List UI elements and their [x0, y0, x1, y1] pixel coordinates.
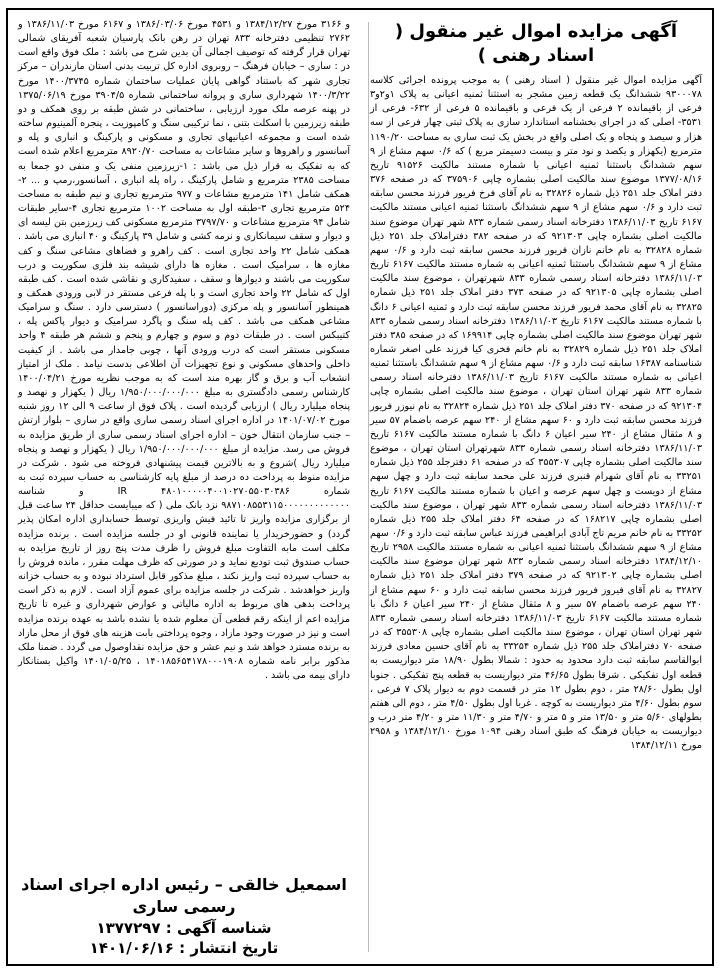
notice-frame — [6, 8, 714, 966]
left-column — [18, 18, 350, 886]
right-column-text: آگهی مزایده اموال غیر منقول ( اسناد رهنی ) به موجب پرونده اجرائی کلاسه ۹۳۰۰۰۷۸ ششدانگ یک قطعه زمین مشجر به استثنا ثمنیه اعیانی به پلاک ۱و۲و۳ فرعی از باقیمانده ۲ فرعی از یک فرعی و باقیمانده ۵ فرعی از ۶۳۲- فرعی از ۳۵۳۱- اصلی که در اجرای بخشنامه استاندارد سازی به پلاک ثبتی چهار فرعی از سه هزار و سیصد و پنجاه و یک اصلی واقع در بخش یک ثبت ساری به مساحت ۱۱۹۰/۲۰ مترمربع (یکهزار و یکصد و نود متر و بیست دسیمتر مربع ) که ۰/۶ سهم مشاع از ۹ سهم ششدانگ باستثنا ثمنیه اعیانی با شماره مستند مالکیت ۹۱۵۲۶ تاریخ ۱۳۷۷/۰۸/۱۶ موضوع سند مالکیت اصلی بشماره چاپی ۳۷۵۹۰۶ که در صفحه ۳۷۶ دفتر املاک جلد ۲۵۱ ذیل شماره ۳۲۸۲۶ به نام آقای فرخ فریور فرزند محسن سابقه ثبت دارد و ۰/۶ سهم مشاع از ۹ سهم ششدانگ باستثنا ثمنیه اعیانی مستند مالکیت ۶۱۶۷ تاریخ ۱۳۸۶/۱۱/۰۳ دفترخانه اسناد رسمی شماره ۸۳۳ شهر تهران موضوع سند مالکیت اصلی بشماره چاپی ۹۲۱۳۰۳ که در صفحه ۳۸۲ دفتراملاک جلد ۲۵۱ ذیل شماره ۳۲۸۲۸ به نام خانم نازان فریور فرزند محسن سابقه ثبت دارد و ۰/۶ سهم مشاع از ۹ سهم ششدانگ باستثنا ثمنیه اعیانی به شماره مستند مالکیت ۶۱۶۷ تاریخ ۱۳۸۶/۱۱/۰۳ دفترخانه اسناد رسمی شماره ۸۳۳ شهرتهران ، موضوع سند مالکیت اصلی بشماره چاپی ۹۲۱۳۰۵ که در صفحه ۳۷۳ دفتر املاک جلد ۲۵۱ ذیل شماره ۳۲۸۲۵ به نام آقای محمد فریور فرزند محسن سابقه ثبت دارد و ثمنیه اعیانی ۶ دانگ با شماره مستند مالکیت ۶۱۶۷ تاریخ ۱۳۸۶/۱۱/۰۳ دفترخانه اسناد رسمی شماره ۸۳۳ شهر تهران موضوع سند مالکیت اصلی بشماره چاپی ۱۶۹۹۱۴ که در صفحه ۳۸۵ دفتر املاک جلد ۲۵۱ ذیل شماره ۳۲۸۲۹ به نام خانم فخری کیا فرزند علی اصغر شماره شناسنامه ۱۶۳۸۷ سابقه ثبت دارد و ۰/۶ سهم مشاع از ۹ سهم ششدانگ باستثنا ثمنیه اعیانی به شماره مستند مالکیت ۶۱۶۷ تاریخ ۱۳۸۶/۱۱/۰۳ دفترخانه اسناد رسمی شماره ۸۳۳ شهر تهران استان تهران ، موضوع سند مالکیت اصلی بشماره چاپی ۹۲۱۳۰۴ که در صفحه ۳۷۰ دفتر املاک جلد ۲۵۱ ذیل شماره ۳۲۸۲۴ به نام نیوزر فریور فرزند محسن سابقه ثبت دارد و ۶۰ سهم مشاع از ۲۴۰ سهم عرصه باضمام ۵۷ سیر و ۸ مثقال مشاع از ۲۴۰ سیر اعیان ۶ دانگ با شماره مستند مالکیت ۶۱۶۷ تاریخ ۱۳۸۶/۱۱/۰۳ دفترخانه اسناد رسمی شماره ۸۳۳ شهرتهران استان تهران ، موضوع سند مالکیت اصلی بشماره چاپی ۳۵۵۳۰۷ که در صفحه ۶۱ دفترجلد ۲۵۵ ذیل شماره ۳۳۲۵۱ به نام آقای شهرام قنبری فرزند علی محمد سابقه ثبت دارد و چهل سهم مشاع از دویست و چهل سهم عرصه و اعیان با شماره مستند مالکیت ۶۱۶۷ تاریخ ۱۳۸۶/۱۱/۰۳ دفترخانه اسناد رسمی شماره ۸۳۳ شهر تهران ، موضوع سند مالکیت اصلی بشماره چاپی ۱۶۸۲۱۷ که در صفحه ۶۴ دفتر املاک جلد ۲۵۵ ذیل شماره ۳۳۲۵۲ به نام خانم مریم تاج آبادی ابراهیمی فرزند عباس سابقه ثبت دارد و ۰/۶ سهم مشاع از ۹ سهم ششدانگ باستثنا ثمنیه اعیانی به شماره مستند مالکیت ۲۹۵۸ تاریخ ۱۳۸۴/۱۲/۱۰ دفترخانه اسناد رسمی شماره ۸۳۳ شهر تهران موضوع سند مالکیت اصلی بشماره چاپی ۹۲۱۳۰۲ که در صفحه ۳۷۹ دفتر املاک جلد ۲۵۱ ذیل شماره ۳۲۸۲۷ به نام آقای فیروز فریور فرزند محسن سابقه ثبت دارد و ۶۰ سهم مشاع از ۲۴۰ سهم عرصه باضمام ۵۷ سیر و ۸ مثقال مشاع از ۲۴۰ سیر اعیان ۶ دانگ با شماره مستند مالکیت ۶۱۶۷ تاریخ ۱۳۸۶/۱۱/۰۳ دفترخانه اسناد رسمی شماره ۸۳۳ شهر تهران استان تهران ، موضوع سند مالکیت اصلی بشماره چاپی ۳۵۵۳۰۸ که در صفحه ۷۰ دفتراملاک جلد ۲۵۵ ذیل شماره ۳۳۲۵۴ به نام آقای حسین معادی فرزند ابوالقاسم سابقه ثبت دارد محدود به حدود : شمالا بطول ۱۸/۹۰ متر دیواریست به قطعه اول تفکیکی . شرقا بطول ۴۶/۶۵ متر دیواریست به قطعه پنج تفکیکی . جنوبا اول بطول ۲۸/۶۰ متر ، دوم بطول ۱۲ متر در قسمت دوم به دیوار پلاک ۷ فرعی ، سوم بطول ۴/۶۰ متر دیواریست به کوچه . غربا اول بطول ۴/۵۰ متر ، دوم الی هفتم بطولهای ۵/۶۰ متر و ۱۳/۵۰ متر و ۵ متر و ۴/۷۰ متر و ۱۱/۳۰ متر و ۴/۲۰ متر درب و دیواریست به خیابان فرهنگ که طبق اسناد رهنی ۱۰۹۴ مورخ ۱۳۸۴/۱۲/۱۰ و ۲۹۵۸ مورخ ۱۳۸۴/۱۲/۱۱ — [370, 75, 703, 752]
ad-id: شناسه آگهی : ۱۳۷۷۲۹۷ — [96, 919, 272, 937]
notice-footer — [16, 874, 352, 958]
signature: اسمعیل خالقی – رئیس اداره اجرای اسناد رسمی ساری — [21, 875, 347, 916]
publish-date: تاریخ انتشار : ۱۴۰۱/۰۶/۱۶ — [89, 939, 279, 957]
notice-title: آگهی مزایده اموال غیر منقول ( اسناد رهنی ) — [394, 21, 678, 66]
left-column-text: و ۳۱۶۶ مورخ ۱۳۸۴/۱۲/۲۷ و ۴۵۳۱ مورخ ۱۳۸۶/۰۳/۰۶ و ۶۱۶۷ مورخ ۱۳۸۶/۱۱/۰۳ و ۲۷۶۲ تنظیمی دفترخانه ۸۳۳ تهران در رهن بانک پارسیان شعبه آفریقای شمالی تهران قرار گرفته که توصیف اجمالی آن بدین شرح می باشد : ملک فوق واقع است در : ساری – خیابان فرهنگ – روبروی اداره کل تربیت بدنی استان مازندران – مرکز تجاری شهر که باستناد گواهی پایان عملیات ساختمان شماره ۱۴۰۰/۳۷۴۵ مورخ ۱۴۰۰/۳/۲۲ شهرداری ساری و پروانه ساختمانی شماره ۳۹۰۴/۵ مورخ ۱۳۷۵/۰۶/۱۹ در پهنه عرصه ملک مورد ارزیابی ، ساختمانی در شش طبقه بر روی همکف و دو طبقه زیرزمین با اسکلت بتنی ، نما ترکیبی سنگ و کامپوزیت ، پنجره آلمینیوم ساخته شده است و مجموعه اعیانیهای تجاری و مسکونی و پارکینگ و انباری و پله و آسانسور و راهروها و سایر مشاعات به مساحت ۸۹۲۰/۷۰ مترمربع اعلام شده است که به تفکیک به قرار ذیل می باشد : ۱-زیرزمین منفی یک و منفی دو جمعا به مساحت ۲۳۸۵ مترمربع و شامل پارکینگ ، راه پله انباری ، آسانسور،رمپ و ... ۲-همکف شامل ۱۴۱ مترمربع مشاعات و ۹۷۷ مترمربع تجاری و نیم طبقه به مساحت ۵۲۴ مترمربع تجاری ۳-طبقه اول به مساحت ۱۰۰۲ مترمربع تجاری ۴-سایر طبقات شامل ۹۴ مترمربع مشاعات و ۳۷۹۷/۷۰ مترمربع مسکونی کف زیرزمین بتن لیسه ای و دیوار و سقف سیمانکاری و نرمه کشی و شامل ۳۹ پارکینگ و ۴۰ انباری می باشد . همکف شامل ۲۲ واحد تجاری است . کف راهرو و فضاهای مشاعی سنگ و کف مغازه ها ، سرامیک است . مغازه ها دارای شیشه بند فلزی سکوریت و درب سکوریت می باشند و دیوارها و سقف ، سفیدکاری و نقاشی شده است . کف طبقه اول که شامل ۲۲ واحد تجاری است و با پله فرعی مستقر در لابی ورودی همکف و همینطور آسانسور و پله مرکزی (دوراسانسور ) دسترسی دارد . سنگ و سرامیک مشاعی همکف می باشد . کف پله سنگ و پاگرد سرامیک و دیوار پاکس پله ، کتیبکس است . در طبقات دوم و سوم و چهارم و پنجم و ششم هر طبقه ۴ واحد مسکونی مستقر است که درب ورودی آنها ، چوبی جامدار می باشد . از کیفیت داخلی واحدهای مسکونی و نوع تجهیزات آن اطلاعی بدست نیامد . ملک از امتیاز انشعاب آب و برق و گاز بهره مند است که به موجب نظریه مورخ ۱۴۰۰/۰۴/۲۱ کارشناس رسمی دادگستری به مبلغ ۱/۹۵۰/۰۰۰/۰۰۰/۰۰۰ ریال ( یکهزار و نهصد و پنجاه میلیارد ریال ) ارزیابی گردیده است . پلاک فوق از ساعت ۹ الی ۱۲ روز شنبه مورخ ۱۴۰۱/۰۷/۰۲ در اداره اجرای اسناد رسمی ساری واقع در ساری – بلوار ارتش – جنب سازمان انتقال خون – اداره اجرای اسناد رسمی ساری از طریق مزایده به فروش می رسد. مزایده از مبلغ ۱/۹۵۰/۰۰۰/۰۰۰/۰۰۰ ریال ( یکهزار و نهصد و پنجاه میلیارد ریال )شروع و به بالاترین قیمت پیشنهادی فروخته می شود . شرکت در مزایده منوط به پرداخت ده درصد از مبلغ پایه کارشناسی به حساب سپرده ثبت به شماره IR ۴۸۰۱۰۰۰۰۰۴۰۰۱۰۲۷۰۵۵۰۳۰۳۸۶ و شناسه ۹۸۷۱۰۸۵۵۳۱۱۵۰۰۰۰۰۰۰۰۰۰۰۰۰ نزد بانک ملی ( که میبایست حداقل ۲۴ ساعت قبل از برگزاری مزایده واریز تا تائید فیش واریزی توسط حسابداری اداره امکان پذیر گردد) و حضورخریدار یا نماینده قانونی او در جلسه مزایده است . برنده مزایده مکلف است مابه التفاوت مبلغ فروش را ظرف مدت پنج روز از تاریخ مزایده به حساب صندوق ثبت تودیع نماید و در صورتی که ظرف مهلت مقرر ، مانده فروش را به حساب سپرده ثبت واریز نکند ، مبلغ مذکور قابل استرداد نبوده و به حساب خزانه واریز خواهدشد . شرکت در جلسه مزایده برای عموم آزاد است . لازم به ذکر است پرداخت بدهی های مربوط به اداره مالیاتی و عوارض شهرداری و غیره تا تاریخ مزایده اعم از اینکه رقم قطعی آن معلوم شده یا نشده باشد به عهده برنده مزایده است و نیز در صورت وجود مازاد ، وجوه پرداختی بابت هزینه های فوق از محل مازاد به برنده مسترد خواهد شد و نیم عشر و حق مزایده نقداوصول می گردد . ضمنا ملک مذکور برابر نامه شماره ۱۴۰۱۸۵۶۵۴۱۷۸۰۰۰۱۹۰۸ ، ۱۴۰۱/۰۵/۲۵ واکیل بستانکار دارای بیمه می باشد . — [18, 19, 351, 682]
right-column — [370, 18, 702, 956]
column-divider — [368, 22, 369, 952]
